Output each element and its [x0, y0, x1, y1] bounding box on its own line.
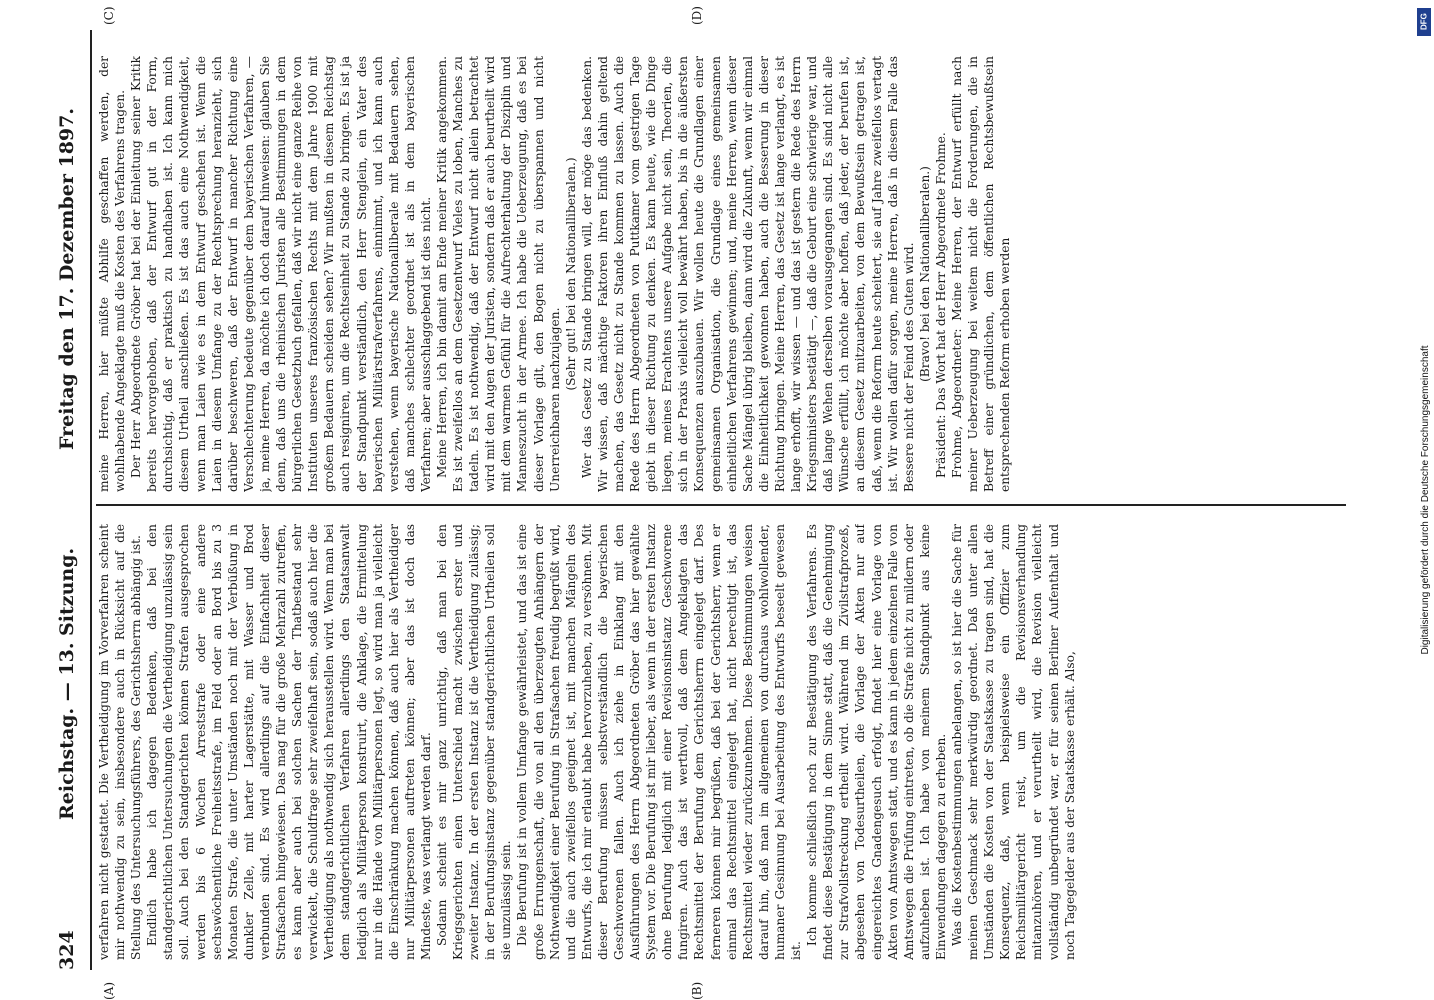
header-session: Reichstag. — 13. Sitzung. — [56, 547, 78, 820]
paragraph: Die Berufung ist in vollem Umfange gewährleistet, und das ist eine große Errungenschaft, die von all den überzeugten Anhängern der Nothwendigkeit einer Berufung in Strafsachen freudig begrüßt wird, und die auch zweifellos geeignet ist, mit manchen Mängeln des Entwurfs, die ich mir erlaubt habe hervorzuheben, zu versöhnen. Mit dieser Berufung müssen selbstverständlich die bayerischen Geschworenen fallen. Auch ich ziehe in Einklang mit den Ausführungen des Herrn Abgeordneten Gröber das hier gewählte System vor. Die Berufung ist mir lieber, als wenn in der ersten Instanz ohne Berufung lediglich mit einer Revisionsinstanz Geschworene fungiren. Auch das ist werthvoll, daß dem Angeklagten das Rechtsmittel der Berufung dem Gerichtsherrn eingelegt darf. Des ferneren können mir begrüßen, daß bei der Gerichtsherr, wenn er einmal das Rechtsmittel eingelegt hat, nicht berechtigt ist, das Rechtsmittel wieder zurückzunehmen. Diese Bestimmungen weisen darauf hin, daß man im allgemeinen von durchaus wohlwollender, humaner Gesinnung bei Ausarbeitung des Entwurfs beseelt gewesen ist. — [515, 524, 804, 960]
right-column — [96, 56, 1346, 492]
speaker-paragraph: Präsident: Das Wort hat der Herr Abgeordnete Frohme. — [933, 132, 948, 478]
page-number: 324 — [56, 930, 78, 970]
interjection: (Sehr gut! bei den Nationalliberalen.) — [563, 157, 578, 391]
paragraph: Der Herr Abgeordnete Gröber hat bei der Einleitung seiner Kritik bereits hervorgehoben, daß der Entwurf gut in der Form, durchsichtig, daß er praktisch zu handhaben ist. Ich kann mich diesem Urtheil anschließen. Es ist das auch eine Nothwendigkeit, wenn man Laien wie es in dem Entwurf geschehen ist. Wenn die Laien in diesem Umfange zu der Rechtsprechung heranzieht, sich darüber beschweren, daß der Entwurf in mancher Richtung eine Verschlechterung bedeute gegenüber dem bayerischen Verfahren, — ja, meine Herren, da möchte ich doch darauf hinweisen: glauben Sie denn, daß uns die rheinischen Juristen alle Bestimmungen in dem bürgerlichen Gesetzbuch gefallen, daß wir nicht eine ganze Reihe von Instituten unseres französischen Rechts mit dem Jahre 1900 mit großem Bedauern scheiden sehen? Wir mußten in diesem Reichstag auch resigniren, um die Rechtseinheit zu Stande zu bringen. Es ist ja der Standpunkt verständlich, den Herr Stenglein, ein Vater des bayerischen Militärstrafverfahrens, einnimmt, und ich kann auch verstehen, wenn bayerische Nationalliberale mit Bedauern sehen, daß manches schlechter geordnet ist als in dem bayerischen Verfahren; aber ausschlaggebend ist dies nicht. — [129, 56, 433, 492]
paragraph: Was die Kostenbestimmungen anbelangen, so ist hier die Sache für meinen Geschmack sehr merkwürdig geordnet. Daß unter allen Umständen die Kosten von der Staatskasse zu tragen sind, hat die Konsequenz, daß, wenn beispielsweise ein Offizier zum Reichsmilitärgericht reist, um die Revisionsverhandlung mitanzuhören, und er verurtheilt wird, die Revision vielleicht vollständig unbegründet war, er für seinen Berliner Aufenthalt und noch Tagegelder aus der Staatskasse erhält. Also, — [949, 524, 1077, 960]
speaker-paragraph: Frohme, Abgeordneter: Meine Herren, der Entwurf erfüllt nach meiner Ueberzeugung bei weitem nicht die Forderungen, die in Betreff einer gründlichen, dem öffentlichen Rechtsbewußtsein entsprechenden Reform erhoben werden — [949, 56, 1013, 492]
paragraph: meine Herren, hier müßte Abhilfe geschaffen werden, der wohlhabende Angeklagte muß die Kosten des Verfahrens tragen. — [97, 56, 128, 492]
running-head — [50, 30, 86, 970]
margin-mark-d: (D) — [690, 6, 704, 25]
dfg-logo: DFG — [1417, 8, 1431, 36]
paragraph: Sodann scheint es mir ganz unrichtig, daß man bei den Kriegsgerichten einen Unterschied macht zwischen erster und zweiter Instanz. In der ersten Instanz ist die Vertheidigung zulässig; in der Berufungsinstanz gegenüber standgerichtlichen Urtheilen soll sie unzulässig sein. — [434, 524, 514, 960]
digitization-credit: Digitalisierung gefördert durch die Deutsche Forschungsgemeinschaft — [1420, 345, 1431, 655]
rotated-page — [50, 6, 1370, 1000]
paragraph: verfahren nicht gestattet. Die Vertheidigung im Vorverfahren scheint mir nothwendig zu sein, insbesondere auch in Rücksicht auf die Stellung des Untersuchungsführers, des Gerichtsherrn abhängig ist. — [97, 524, 144, 960]
left-column — [96, 524, 1346, 960]
paragraph: Endlich habe ich dagegen Bedenken, daß bei den standgerichtlichen Untersuchungen die Vertheidigung unzulässig sein soll. Auch bei den Standgerichten können Strafen ausgesprochen werden bis 6 Wochen Arreststrafe oder eine andere sechswöchentliche Freiheitsstrafe, im Feld oder an Bord bis zu 3 Monaten Strafe, die unter Umständen noch mit der Verbüßung in dunkler Zelle, mit harter Lagerstätte, mit Wasser und Brod verbunden sind. Es wird allerdings auf die Einfachheit dieser Strafsachen hingewiesen. Das mag für die große Mehrzahl zutreffen, es kann aber auch bei solchen Sachen der Thatbestand sehr verwickelt, die Schuldfrage sehr zweifelhaft sein, sodaß auch hier die Vertheidigung als nothwendig sich herausstellen wird. Wenn man bei dem standgerichtlichen Verfahren allerdings den Staatsanwalt lediglich als Militärperson konstruirt, die Anklage, die Ermittelung nur in die Hände von Militärpersonen legt, so wird man ja vielleicht die Einschränkung machen können, daß auch hier als Vertheidiger nur Militärpersonen auftreten können; aber das ist doch das Mindeste, was verlangt werden darf. — [145, 524, 433, 960]
paragraph: Ich komme schließlich noch zur Bestätigung des Verfahrens. Es findet diese Bestätigung in dem Sinne statt, daß die Genehmigung zur Strafvollstreckung ertheilt wird. Während im Zivilstrafprozeß, abgesehen von Todesurtheilen, die Vorlage der Akten nur auf eingereichtes Gnadengesuch erfolgt, findet hier eine Vorlage von Akten von Amtswegen statt, und es kann in jedem einzelnen Falle von Amtswegen die Prüfung eintreten, ob die Strafe nicht zu mildern oder aufzuheben ist. Ich habe von meinem Standpunkt aus keine Einwendungen dagegen zu erheben. — [805, 524, 948, 960]
margin-mark-c: (C) — [102, 6, 116, 25]
margin-mark-a: (A) — [102, 981, 116, 1000]
column-divider — [96, 504, 1346, 506]
paragraph: Wer das Gesetz zu Stande bringen will, der möge das bedenken. Wir wissen, daß mächtige Faktoren ihren Einfluß dahin geltend machen, das Gesetz nicht zu Stande kommen zu lassen. Auch die Rede des Herrn Abgeordneten von Puttkamer vom gestrigen Tage giebt in dieser Richtung zu denken. Es kann heute, wie die Dinge liegen, meines Erachtens unsere Aufgabe nicht sein, Theorien, die sich in der Praxis vielleicht voll bewährt haben, bis in die äußersten Konsequenzen auszubauen. Wir wollen heute die Grundlagen einer gemeinsamen Organisation, die Grundlage eines gemeinsamen einheitlichen Verfahrens gewinnen; und, meine Herren, wenn dieser Sache Mängel übrig bleiben, dann wird die Zukunft, wenn wir einmal die Einheitlichkeit gewonnen haben, auch die Besserung in dieser Richtung bringen. Meine Herren, das Gesetz ist lange verlangt, es ist lange erhofft, wir wissen — und das ist gestern die Rede des Herrn Kriegsministers bestätigt —, daß die Geburt eine schwierige war, und daß lange Wehen derselben vorausgegangen sind. Es sind nicht alle Wünsche erfüllt, ich möchte aber hoffen, daß jeder, der berufen ist, an diesem Gesetz mitzuarbeiten, von dem Bewußtsein getragen ist, daß, wenn die Reform heute scheitert, sie auf Jahre zweifellos vertagt ist. Wir wollen dafür sorgen, meine Herren, daß in diesem Falle das Bessere nicht der Feind des Guten wird. — [579, 56, 916, 492]
header-date: Freitag den 17. Dezember 1897. — [56, 108, 78, 450]
margin-mark-b: (B) — [690, 981, 704, 1000]
interjection: (Bravo! bei den Nationalliberalen.) — [917, 166, 932, 382]
header-rule — [90, 30, 92, 970]
paragraph: Meine Herren, ich bin damit am Ende meiner Kritik angekommen. Es ist zweifellos an dem Gesetzentwurf Vieles zu loben, Manches zu tadeln. Es ist nothwendig, daß der Entwurf nicht allein betrachtet wird mit den Augen der Juristen, sondern daß er auch beurtheilt wird mit dem warmen Gefühl für die Aufrechterhaltung der Disziplin und Manneszucht in der Armee. Ich habe die Ueberzeugung, daß es bei dieser Vorlage gilt, den Bogen nicht zu überspannen und nicht Unerreichbaren nachzujagen. — [434, 56, 562, 492]
